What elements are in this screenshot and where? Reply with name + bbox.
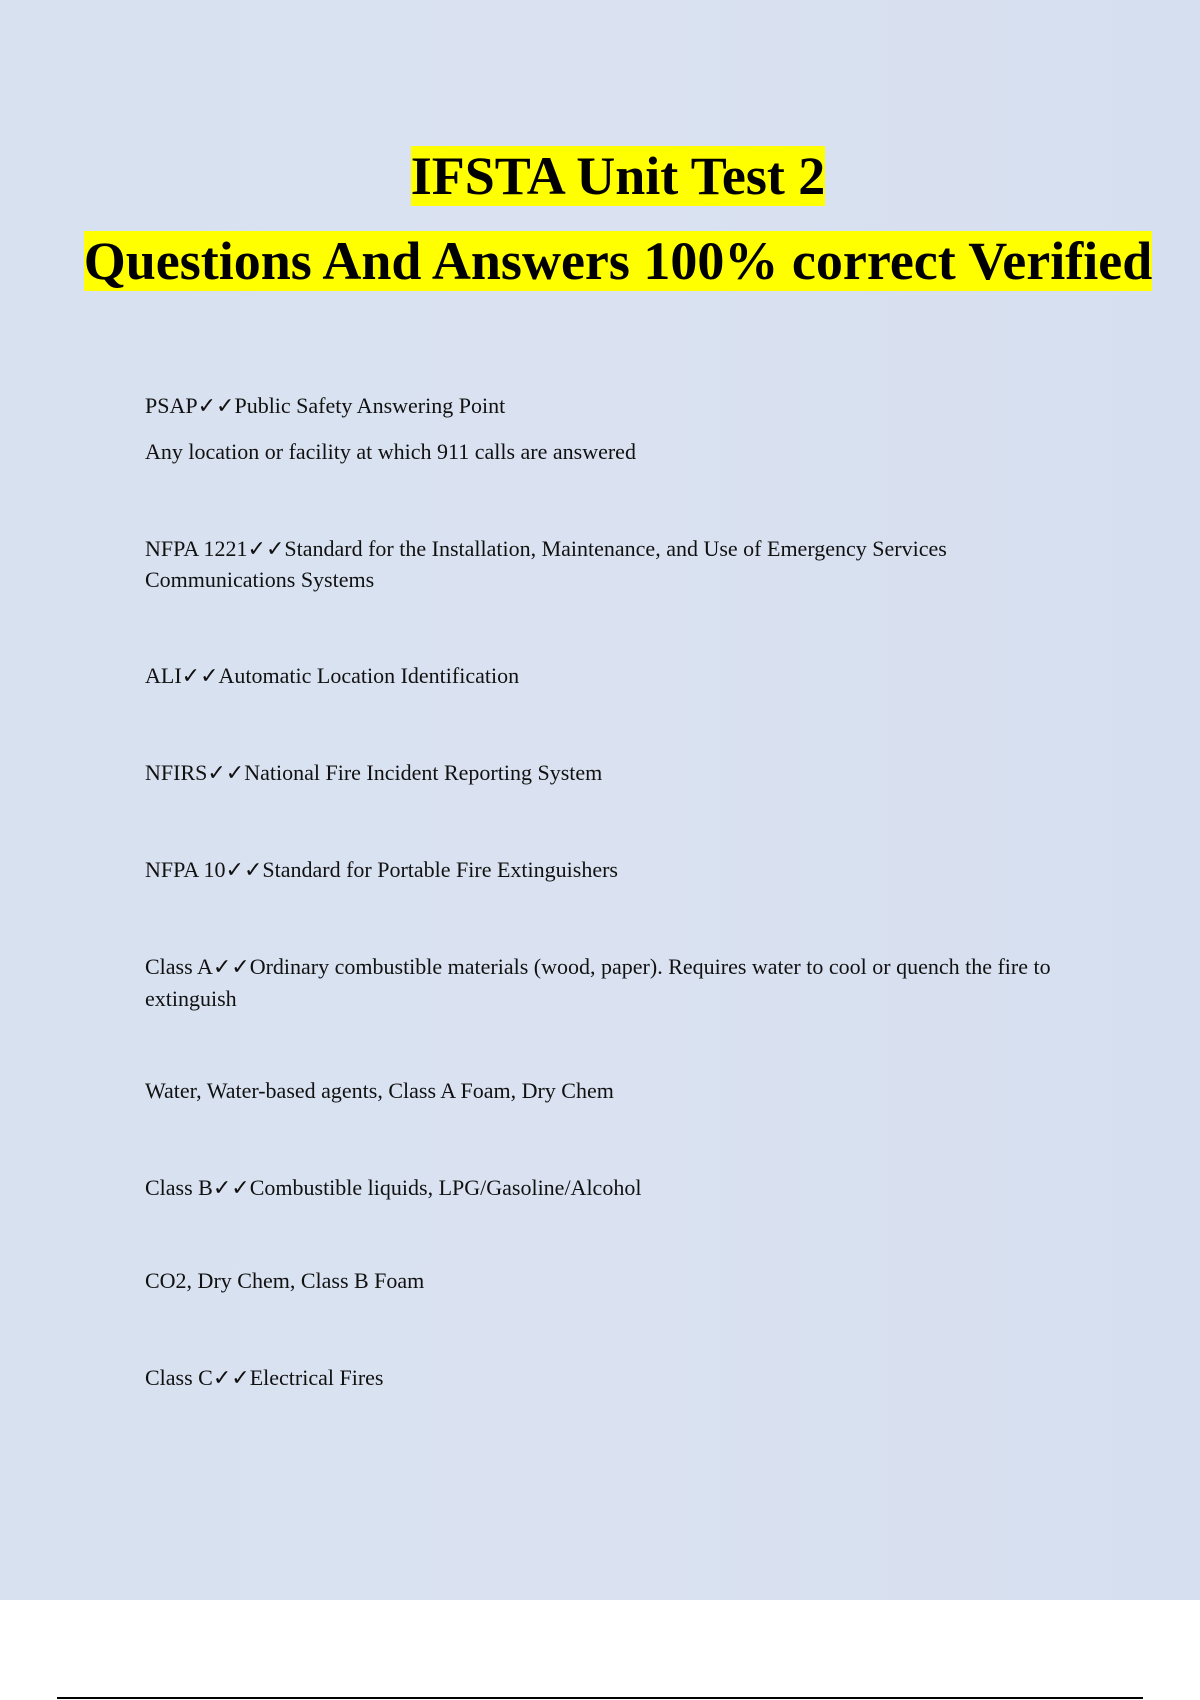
entry-nfirs: NFIRS✓✓National Fire Incident Reporting System <box>145 760 603 785</box>
title-line-2: Questions And Answers 100% correct Verified <box>83 231 1153 291</box>
footer-divider <box>57 1697 1143 1699</box>
entry-nfpa-1221: NFPA 1221✓✓Standard for the Installation, Maintenance, and Use of Emergency Services Communications Systems <box>145 536 947 592</box>
entry-class-c: Class C✓✓Electrical Fires <box>145 1365 384 1390</box>
entry-class-a-agents: Water, Water-based agents, Class A Foam, Dry Chem <box>145 1078 614 1103</box>
entry-psap-definition: Any location or facility at which 911 calls are answered <box>145 439 636 464</box>
title-line-1: IFSTA Unit Test 2 <box>410 146 826 206</box>
document-title <box>0 142 1200 294</box>
entry-class-b: Class B✓✓Combustible liquids, LPG/Gasoline/Alcohol <box>145 1175 642 1200</box>
entry-nfpa-10: NFPA 10✓✓Standard for Portable Fire Extinguishers <box>145 857 618 882</box>
entry-ali: ALI✓✓Automatic Location Identification <box>145 663 520 688</box>
entry-psap: PSAP✓✓Public Safety Answering Point <box>145 393 506 418</box>
entry-class-b-agents: CO2, Dry Chem, Class B Foam <box>145 1268 425 1293</box>
entry-class-a: Class A✓✓Ordinary combustible materials (wood, paper). Requires water to cool or quench the fire to extinguish <box>145 954 1051 1011</box>
